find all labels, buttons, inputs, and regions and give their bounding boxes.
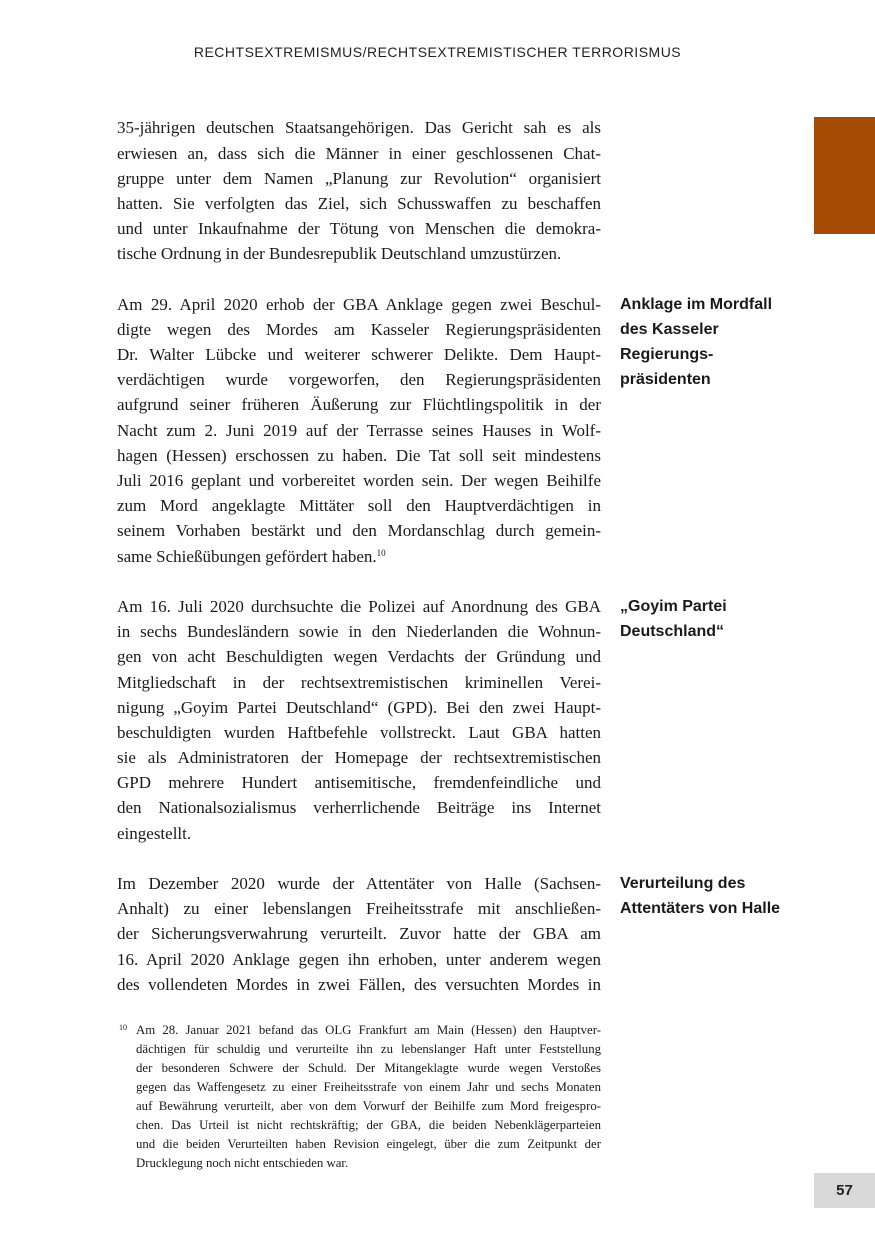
footnote-line: dächtigen für schuldig und verurteilte ihn zu lebenslanger Haft unter Feststellung: [136, 1041, 601, 1056]
margin-note: [620, 292, 815, 569]
body-line: digte wegen des Mordes am Kasseler Regierungspräsidenten: [117, 319, 601, 339]
text-section: [117, 871, 815, 997]
main-text: [117, 115, 815, 1022]
footnote: [117, 1021, 601, 1173]
running-title: RECHTSEXTREMISMUS/RECHTSEXTREMISTISCHER TERRORISMUS: [193, 44, 682, 60]
margin-note: [620, 871, 815, 997]
body-line: tische Ordnung in der Bundesrepublik Deutschland umzustürzen.: [117, 244, 562, 264]
margin-note-line: des Kasseler: [620, 320, 719, 338]
footnote-line: auf Bewährung verurteilt, aber von dem Vorwurf der Beihilfe zum Mord freigespro-: [136, 1098, 601, 1113]
body-line: GPD mehrere Hundert antisemitische, fremdenfeindliche und: [117, 773, 601, 793]
paragraph: [117, 292, 601, 569]
body-line: hagen (Hessen) erschossen zu haben. Die Tat soll seit mindestens: [117, 445, 601, 465]
body-line: [117, 544, 601, 569]
footnote-line: der besonderen Schwere der Schuld. Der Mitangeklagte wurde wegen Verstoßes: [136, 1060, 601, 1075]
footnote-reference: 10: [376, 547, 386, 558]
body-line: beschuldigten wurden Haftbefehle vollstreckt. Laut GBA hatten: [117, 722, 601, 742]
body-line: Im Dezember 2020 wurde der Attentäter von Halle (Sachsen-: [117, 874, 601, 894]
chapter-color-tab: [814, 117, 875, 234]
margin-note-line: Verurteilung des: [620, 875, 746, 893]
margin-note-line: „Goyim Partei: [620, 597, 727, 615]
body-line: Dr. Walter Lübcke und weiterer schwerer Delikte. Dem Haupt-: [117, 345, 601, 365]
body-line: 35-jährigen deutschen Staatsangehörigen. Das Gericht sah es als: [117, 118, 601, 138]
body-line: nigung „Goyim Partei Deutschland“ (GPD). Bei den zwei Haupt-: [117, 697, 601, 717]
paragraph: [117, 594, 601, 846]
body-line: aufgrund seiner früheren Äußerung zur Flüchtlingspolitik in der: [117, 395, 601, 415]
text-section: [117, 115, 815, 266]
body-line-text: same Schießübungen gefördert haben.: [117, 546, 377, 566]
body-line: erwiesen an, dass sich die Männer in einer geschlossenen Chat-: [117, 143, 601, 163]
body-line: Anhalt) zu einer lebenslangen Freiheitsstrafe mit anschließen-: [117, 899, 601, 919]
body-line: zum Mord angeklagte Mittäter soll den Hauptverdächtigen in: [117, 496, 601, 516]
body-line: des vollendeten Mordes in zwei Fällen, des versuchten Mordes in: [117, 974, 601, 994]
text-section: [117, 292, 815, 569]
body-line: sie als Administratoren der Homepage der rechtsextremistischen: [117, 748, 601, 768]
body-line: Mitgliedschaft in der rechtsextremistischen kriminellen Verei-: [117, 672, 601, 692]
body-line: 16. April 2020 Anklage gegen ihn erhoben, unter anderem wegen: [117, 949, 601, 969]
body-line: Juli 2016 geplant und vorbereitet worden sein. Der wegen Beihilfe: [117, 471, 601, 491]
body-line: Am 16. Juli 2020 durchsuchte die Polizei auf Anordnung des GBA: [117, 596, 601, 616]
body-line: Nacht zum 2. Juni 2019 auf der Terrasse seines Hauses in Wolf-: [117, 420, 601, 440]
margin-note-line: Deutschland“: [620, 623, 725, 641]
paragraph: [117, 871, 601, 997]
footnote-text: [136, 1021, 601, 1173]
footnote-line: Am 28. Januar 2021 befand das OLG Frankfurt am Main (Hessen) den Hauptver-: [136, 1022, 601, 1037]
body-line: der Sicherungsverwahrung verurteilt. Zuvor hatte der GBA am: [117, 924, 601, 944]
body-line: verdächtigen wurde vorgeworfen, den Regierungspräsidenten: [117, 370, 601, 390]
body-line: in sechs Bundesländern sowie in den Niederlanden die Wohnun-: [117, 622, 601, 642]
text-section: [117, 594, 815, 846]
footnote-line: gegen das Waffengesetz zu einer Freiheitsstrafe von einem Jahr und sechs Monaten: [136, 1079, 601, 1094]
body-line: Am 29. April 2020 erhob der GBA Anklage gegen zwei Beschul-: [117, 294, 601, 314]
margin-note: [620, 594, 815, 846]
margin-note-line: Regierungs-: [620, 346, 714, 364]
body-line: eingestellt.: [117, 823, 192, 843]
footnote-line: chen. Das Urteil ist nicht rechtskräftig; der GBA, die beiden Nebenklägerparteien: [136, 1117, 601, 1132]
body-line: und unter Inkaufnahme der Tötung von Menschen die demokra-: [117, 219, 601, 239]
margin-note-line: Anklage im Mordfall: [620, 295, 773, 313]
page-number: 57: [836, 1182, 853, 1199]
margin-note-line: präsidenten: [620, 371, 711, 389]
footnote-line: Drucklegung noch nicht entschieden war.: [136, 1155, 349, 1170]
body-line: den Nationalsozialismus verherrlichende Beiträge ins Internet: [117, 798, 601, 818]
footnote-number: 10: [119, 1022, 127, 1032]
body-line: seinem Vorhaben bestärkt und den Mordanschlag durch gemein-: [117, 521, 601, 541]
page-number-box: [814, 1173, 875, 1208]
margin-note-line: Attentäters von Halle: [620, 900, 781, 918]
body-line: gruppe unter dem Namen „Planung zur Revolution“ organisiert: [117, 168, 601, 188]
footnote-line: und die beiden Verurteilten haben Revision eingelegt, über die zum Zeitpunkt der: [136, 1136, 601, 1151]
body-line: gen von acht Beschuldigten wegen Verdachts der Gründung und: [117, 647, 601, 667]
paragraph: [117, 115, 601, 266]
body-line: hatten. Sie verfolgten das Ziel, sich Schusswaffen zu beschaffen: [117, 193, 601, 213]
